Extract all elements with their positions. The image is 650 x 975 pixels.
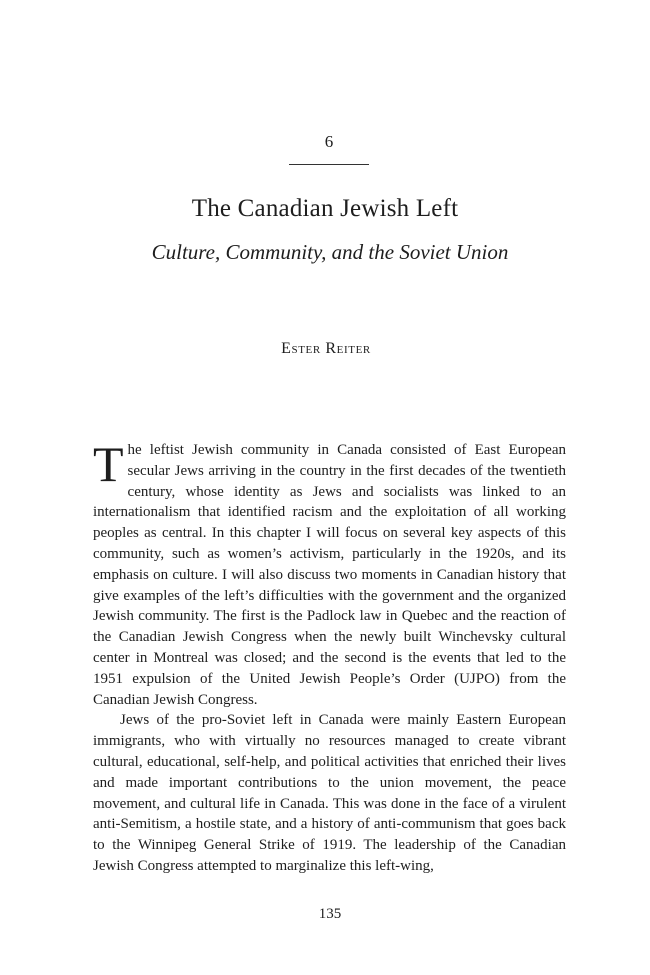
chapter-number: 6 [324, 132, 334, 151]
chapter-subtitle: Culture, Community, and the Soviet Union [151, 240, 509, 264]
chapter-author: Ester Reiter [281, 340, 371, 357]
drop-cap: T [93, 436, 124, 492]
paragraph-2: Jews of the pro-Soviet left in Canada were mainly Eastern European immigrants, who with virtually no resources managed to create vibrant cultural, educational, self-help, and political activities that enriched their lives and made important contributions to the union movement, the peace movement, and cultural life in Canada. This was done in the face of a virulent anti-Semitism, a hostile state, and a history of anti-communism that goes back to the Winnipeg General Strike of 1919. The leadership of the Canadian Jewish Congress attempted to marginalize this left-wing, [93, 712, 566, 874]
chapter-rule [289, 164, 369, 165]
paragraph-1 [93, 436, 566, 710]
page-number: 135 [318, 906, 342, 922]
paragraph-1-text: he leftist Jewish community in Canada consisted of East European secular Jews arriving in the country in the first decades of the twentieth century, whose identity as Jews and socialists was linked to an internationalism that identified racism and the exploitation of all working peoples as central. In this chapter I will focus on several key aspects of this community, such as women’s activism, particularly in the 1920s, and its emphasis on culture. I will also discuss two moments in Canadian history that give examples of the left’s difficulties with the government and the organized Jewish community. The first is the Padlock law in Quebec and the reaction of the Canadian Jewish Congress when the newly built Winchevsky cultural center in Montreal was closed; and the second is the events that led to the 1951 expulsion of the United Jewish People’s Order (UJPO) from the Canadian Jewish Congress. [93, 442, 566, 708]
body-text [93, 436, 566, 877]
chapter-title: The Canadian Jewish Left [191, 195, 459, 222]
